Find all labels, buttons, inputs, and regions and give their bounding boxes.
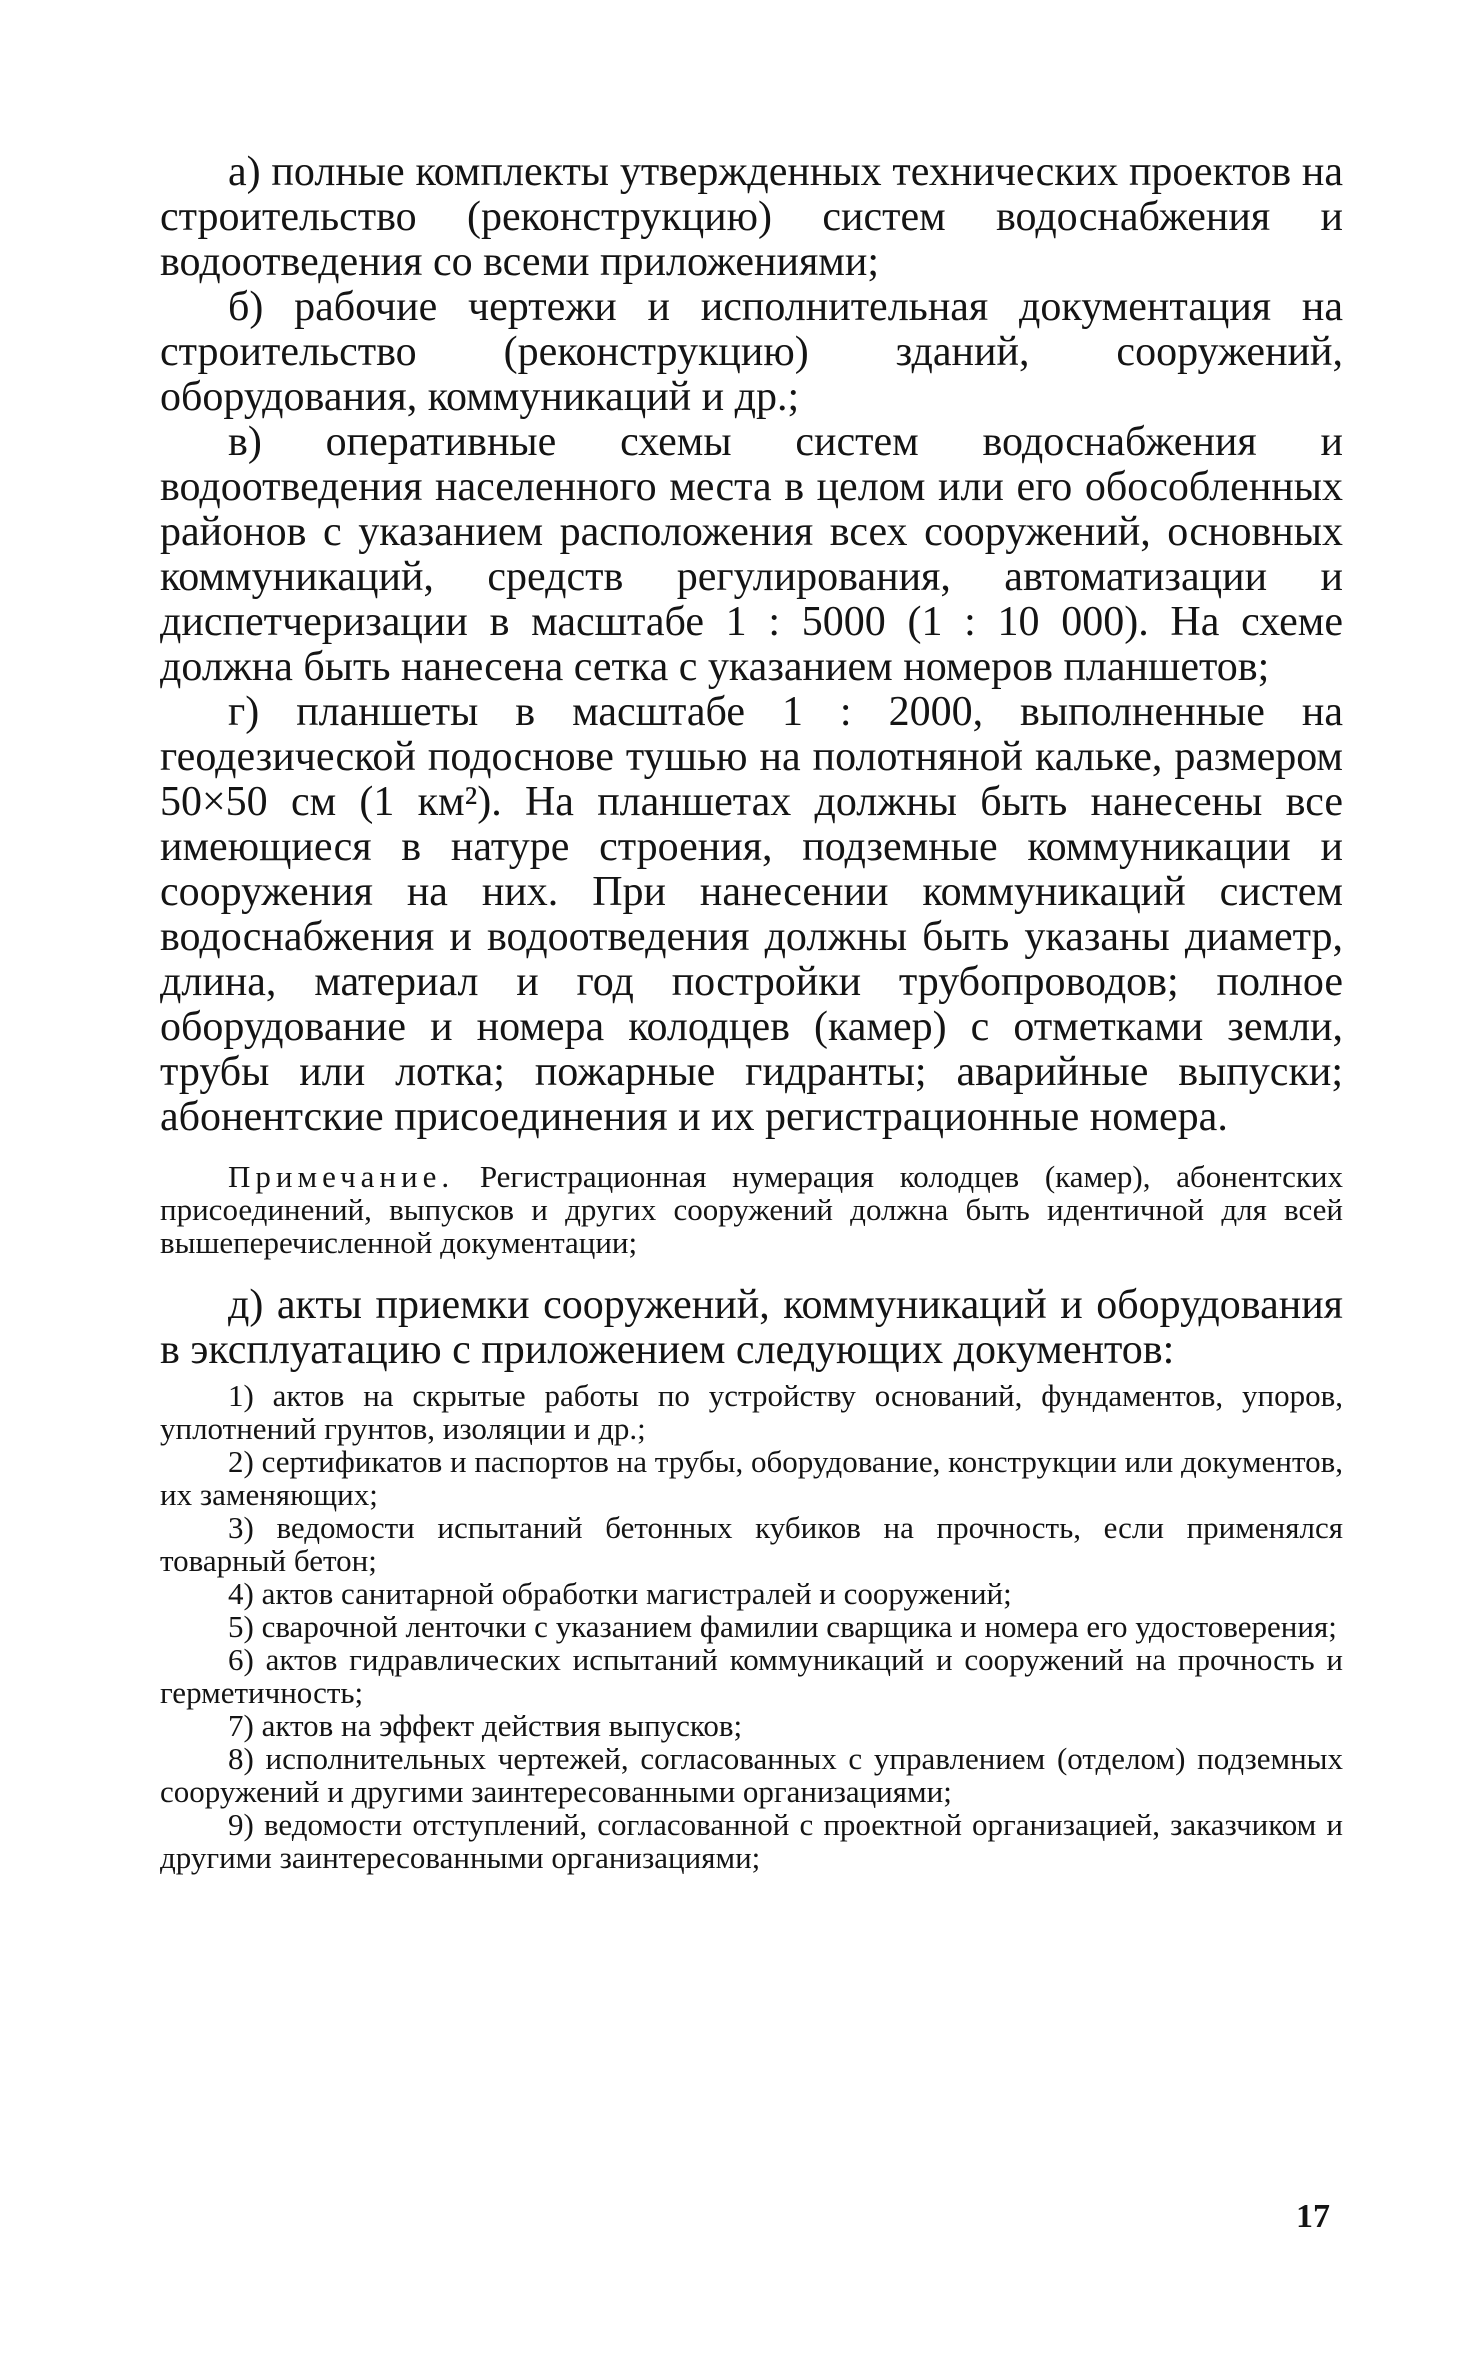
subitem-1: 1) актов на скрытые работы по устройству оснований, фундаментов, упоров, уплотнений грунтов, изоляции и др.; [160,1378,1343,1446]
subitem-3: 3) ведомости испытаний бетонных кубиков на прочность, если применялся товарный бетон; [160,1510,1343,1578]
note-label: Примечание. [228,1159,455,1194]
subitem-2: 2) сертификатов и паспортов на трубы, оборудование, конструкции или документов, их заменяющих; [160,1444,1343,1512]
subitem-4: 4) актов санитарной обработки магистралей и сооружений; [228,1576,1012,1611]
item-d-block [160,1283,1343,1373]
document-page [160,150,1343,1874]
subitem-5: 5) сварочной ленточки с указанием фамилии сварщика и номера его удостоверения; [228,1609,1337,1644]
item-v: в) оперативные схемы систем водоснабжения и водоотведения населенного места в целом или его обособленных районов с указанием расположения всех сооружений, основных коммуникаций, средств регулирования, автоматизации и диспетчеризации в масштабе 1 : 5000 (1 : 10 000). На схеме должна быть нанесена сетка с указанием номеров планшетов; [160,419,1343,690]
subitem-6: 6) актов гидравлических испытаний коммуникаций и сооружений на прочность и герметичность; [160,1642,1343,1710]
subitem-8: 8) исполнительных чертежей, согласованных с управлением (отделом) подземных сооружений и другими заинтересованными организациями; [160,1741,1343,1809]
item-g: г) планшеты в масштабе 1 : 2000, выполненные на геодезической подоснове тушью на полотняной кальке, размером 50×50 см (1 км²). На планшетах должны быть нанесены все имеющиеся в натуре строения, подземные коммуникации и сооружения на них. При нанесении коммуникаций систем водоснабжения и водоотведения должны быть указаны диаметр, длина, материал и год постройки трубопроводов; полное оборудование и номера колодцев (камер) с отметками земли, трубы или лотка; пожарные гидранты; аварийные выпуски; абонентские присоединения и их регистрационные номера. [160,689,1343,1140]
main-items [160,150,1343,1140]
subitems-list [160,1379,1343,1874]
page-number: 17 [1296,2198,1330,2235]
item-b: б) рабочие чертежи и исполнительная документация на строительство (реконструкцию) зданий, сооружений, оборудования, коммуникаций и др.; [160,284,1343,420]
note-text: Регистрационная нумерация колодцев (камер), абонентских присоединений, выпусков и других сооружений должна быть идентичной для всей вышеперечисленной документации; [160,1159,1343,1260]
note-paragraph [160,1160,1343,1259]
item-d: д) акты приемки сооружений, коммуникаций и оборудования в эксплуатацию с приложением следующих документов: [160,1282,1343,1373]
subitem-9: 9) ведомости отступлений, согласованной с проектной организацией, заказчиком и другими заинтересованными организациями; [160,1807,1343,1875]
item-a: а) полные комплекты утвержденных технических проектов на строительство (реконструкцию) систем водоснабжения и водоотведения со всеми приложениями; [160,149,1343,285]
subitem-7: 7) актов на эффект действия выпусков; [228,1708,743,1743]
